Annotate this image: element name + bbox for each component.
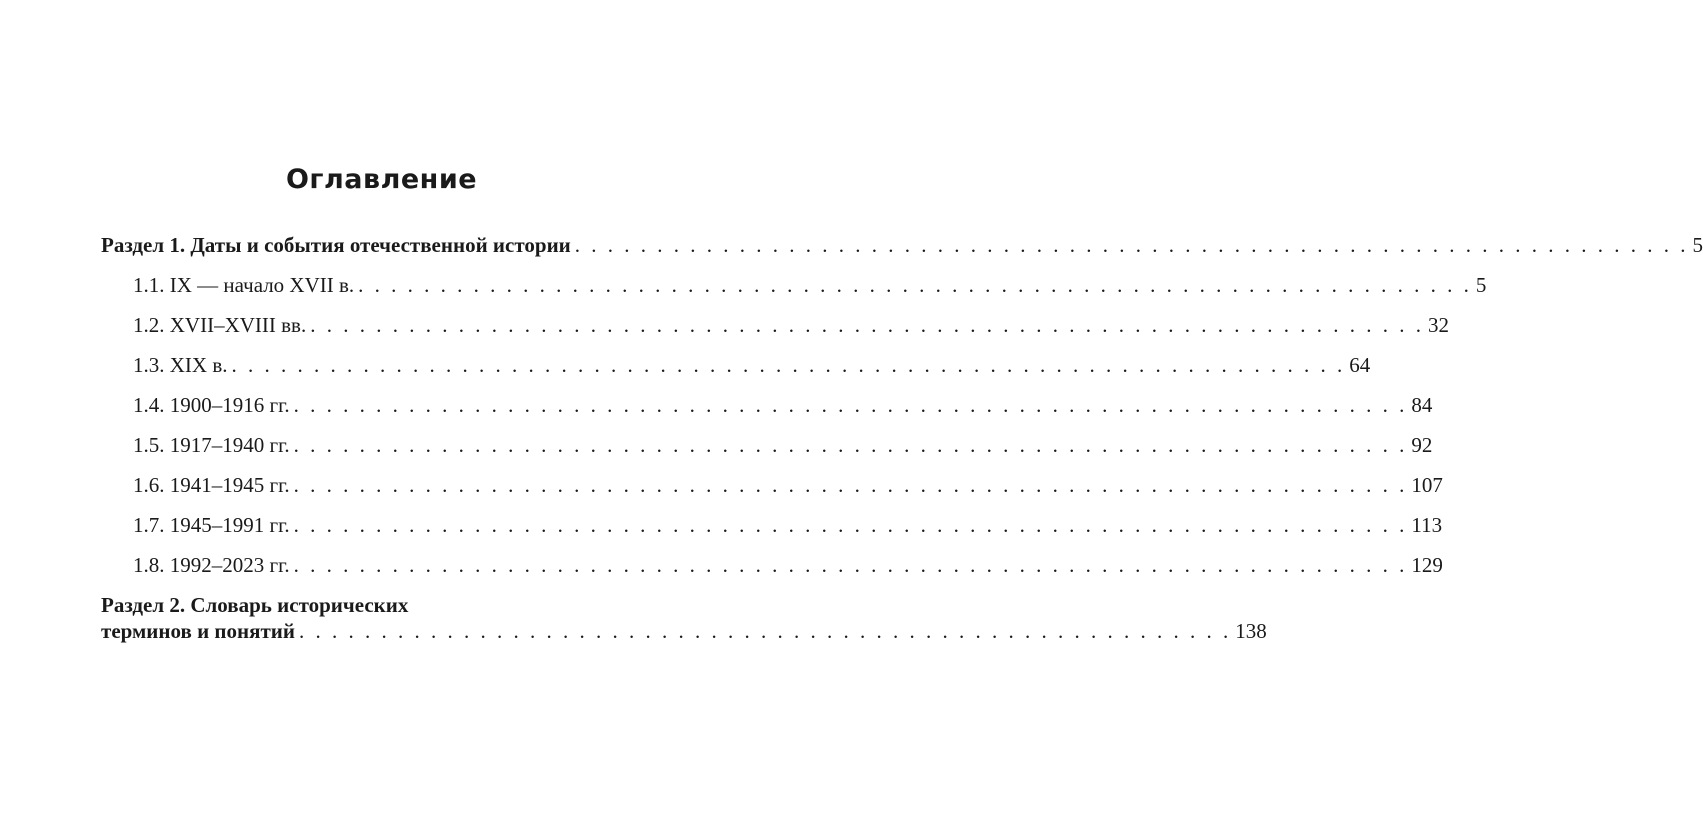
toc-item-1-3[interactable] (101, 352, 1371, 392)
dot-leader (575, 232, 1689, 258)
dot-leader (294, 432, 1408, 458)
toc-page-number: 5 (1475, 273, 1487, 297)
toc-section-label: Раздел 1. Даты и события отечественной истории (101, 233, 571, 257)
toc-item-1-7[interactable] (101, 512, 1443, 552)
toc-item-1-5[interactable] (101, 432, 1433, 472)
toc-item-label: 1.4. 1900–1916 гг. (133, 393, 290, 417)
toc-item-label: 1.8. 1992–2023 гг. (133, 553, 290, 577)
toc-item-1-4[interactable] (101, 392, 1433, 432)
dot-leader: . . . . . . . . . . . . . . . . . . . . . . . . . . . . . . . . . . . . . . . . . . . . . . . . . . . . . . . . . (299, 619, 1232, 643)
toc-item-1-2[interactable] (101, 312, 1449, 352)
toc-item-label: 1.3. XIX в. (133, 353, 228, 377)
toc-item-1-6[interactable] (101, 472, 1443, 512)
toc-page-number: 32 (1427, 313, 1449, 337)
toc-page-number: 113 (1411, 513, 1443, 537)
table-of-contents (101, 232, 1703, 644)
toc-page-number: 5 (1692, 233, 1703, 257)
toc-section-2[interactable] (101, 592, 1267, 644)
toc-section-1[interactable] (101, 232, 1703, 272)
toc-page-number: 84 (1411, 393, 1433, 417)
toc-item-label: 1.7. 1945–1991 гг. (133, 513, 290, 537)
toc-item-1-1[interactable] (101, 272, 1487, 312)
dot-leader (310, 312, 1424, 338)
toc-item-label: 1.2. XVII–XVIII вв. (133, 313, 307, 337)
toc-item-label: 1.5. 1917–1940 гг. (133, 433, 290, 457)
toc-section-label-line2: терминов и понятий (101, 619, 295, 643)
toc-page-number: 138 (1235, 619, 1267, 643)
page-title: Оглавление (285, 164, 478, 195)
toc-section-label-row (101, 618, 1267, 644)
toc-item-1-8[interactable] (101, 552, 1443, 592)
dot-leader (294, 472, 1408, 498)
toc-item-label: 1.6. 1941–1945 гг. (133, 473, 290, 497)
dot-leader (294, 512, 1408, 538)
toc-section-label-line1: Раздел 2. Словарь исторических (101, 593, 409, 617)
toc-item-label: 1.1. IX — начало XVII в. (133, 273, 355, 297)
dot-leader (294, 552, 1408, 578)
dot-leader (232, 352, 1346, 378)
dot-leader (294, 392, 1408, 418)
dot-leader (358, 272, 1472, 298)
toc-page-number: 129 (1411, 553, 1443, 577)
toc-page-number: 92 (1411, 433, 1433, 457)
toc-page-number: 107 (1411, 473, 1443, 497)
toc-page-number: 64 (1349, 353, 1371, 377)
